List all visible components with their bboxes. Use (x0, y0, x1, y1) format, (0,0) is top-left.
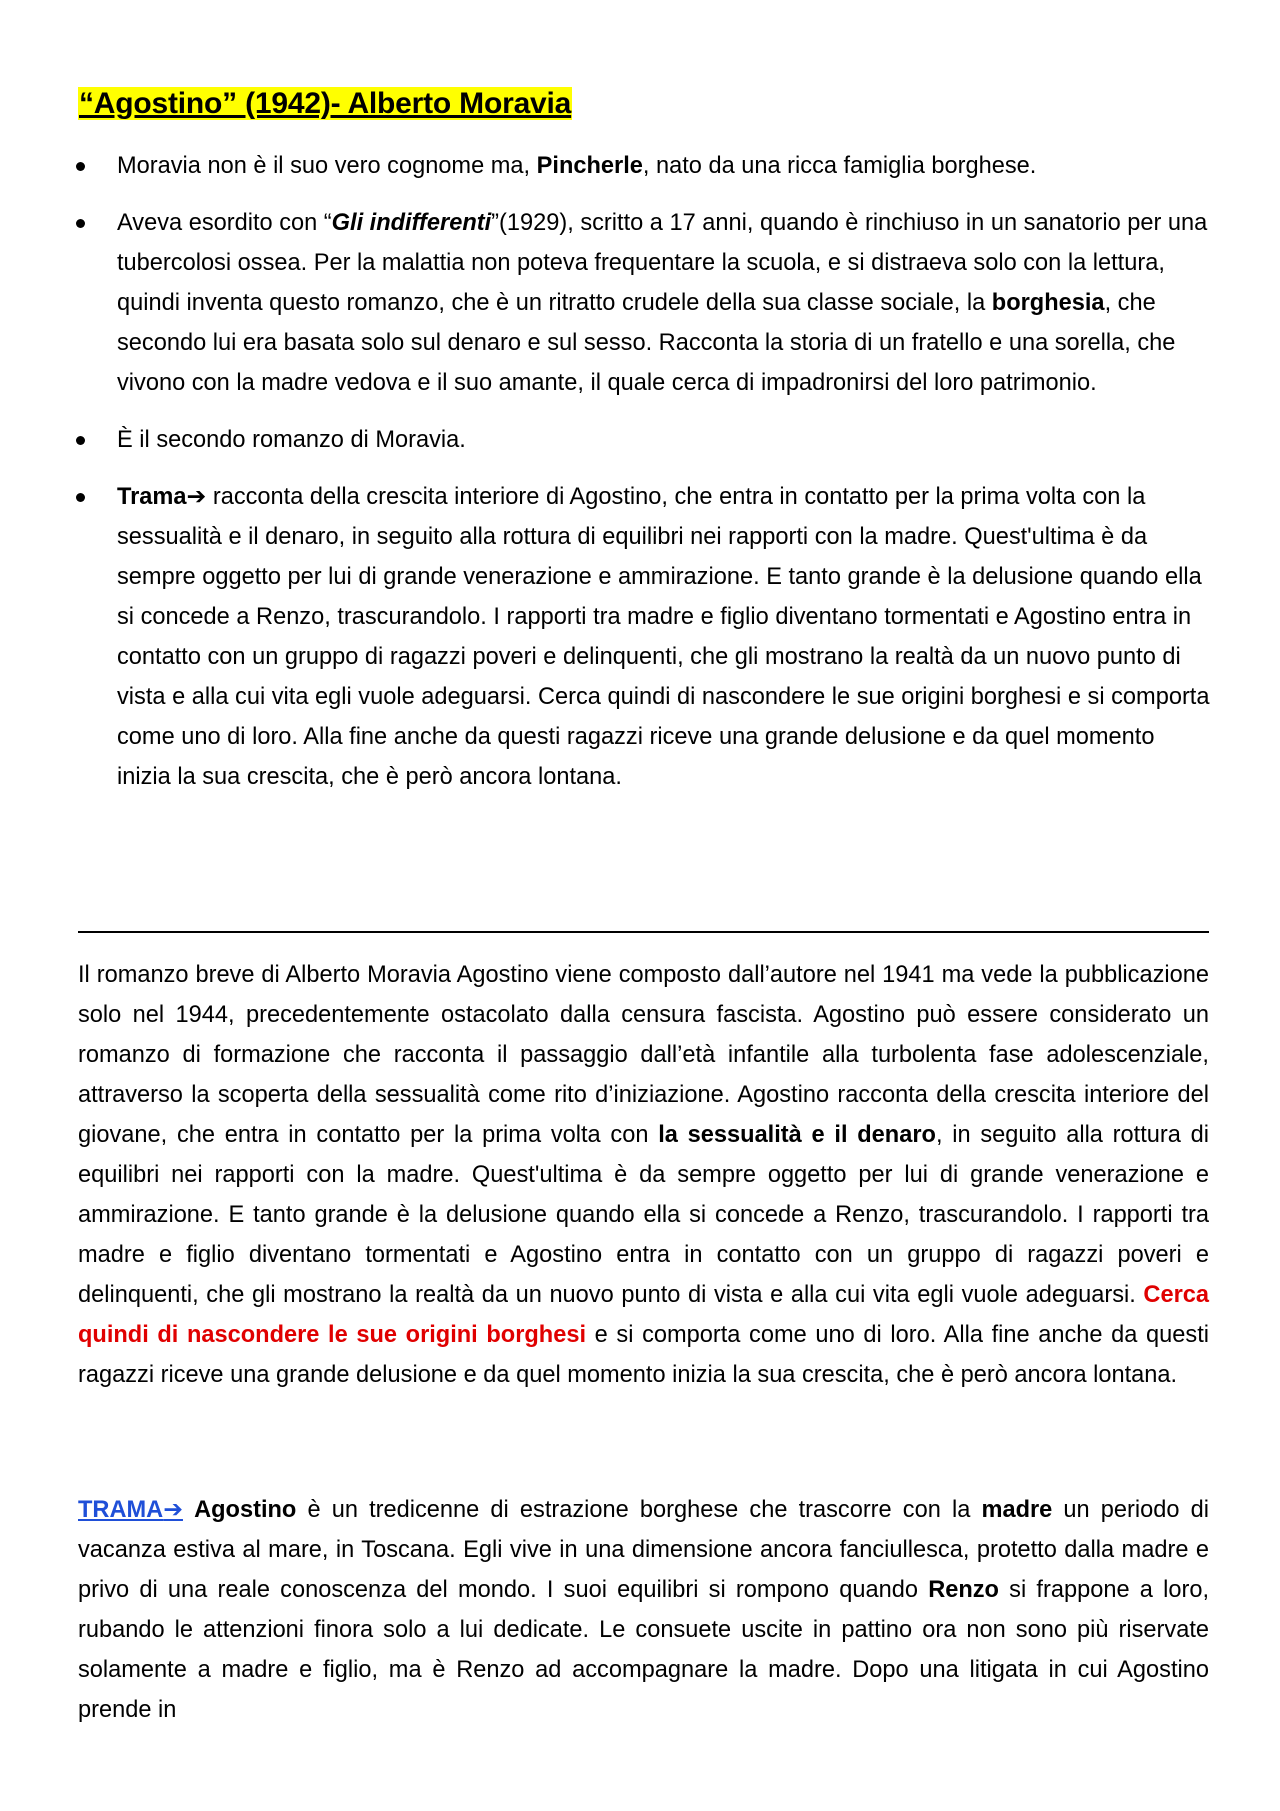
para-bold: madre (981, 1497, 1053, 1523)
bullet-bold: Trama (117, 484, 187, 510)
list-item (0, 420, 1210, 460)
bullet-dot-icon (76, 162, 85, 171)
paragraph-trama (78, 1490, 1209, 1730)
para-text: e si comporta come uno di loro. Alla fine anche da questi ragazzi riceve una grande delusione e da quel momento inizia la sua crescita, che è però ancora lontana. (78, 1322, 1210, 1388)
paragraph-intro (78, 955, 1209, 1395)
para-text (183, 1497, 194, 1523)
bullet-text: ”(1929), scritto a 17 anni, quando è rinchiuso in un sanatorio per una tubercolosi ossea. Per la malattia non poteva frequentare la scuola, e si distraeva solo con la lettura, quindi inventa questo romanzo, che è un ritratto crudele della sua classe sociale, la (117, 210, 1208, 316)
arrow-right-icon: ➔ (163, 1497, 183, 1523)
para-text: si frappone a loro, rubando le attenzioni finora solo a lui dedicate. Le consuete uscite in pattino ora non sono più riservate solamente a madre e figlio, ma è Renzo ad accompagnare la madre. Dopo una litigata in cui Agostino prende in (78, 1577, 1210, 1723)
para-bold: Agostino (194, 1497, 297, 1523)
bullet-list (0, 146, 1210, 814)
arrow-right-icon: ➔ (186, 484, 207, 510)
bullet-text: Aveva esordito con “ (117, 210, 332, 236)
bullet-bold-italic: Gli indifferenti (331, 210, 492, 236)
list-item (0, 203, 1210, 403)
para-text: Il romanzo breve di Alberto Moravia Agostino viene composto dall’autore nel 1941 ma vede la pubblicazione solo nel 1944, precedentemente ostacolato dalla censura fascista. Agostino può essere considerato un romanzo di formazione che racconta il passaggio dall’età infantile alla turbolenta fase adolescenziale, attraverso la scoperta della sessualità come rito d’iniziazione. Agostino racconta della crescita interiore del giovane, che entra in contatto per la prima volta con (78, 962, 1209, 1148)
para-bold: Renzo (928, 1577, 999, 1603)
bullet-bold: borghesia (991, 290, 1105, 316)
bullet-text: , nato da una ricca famiglia borghese. (642, 153, 1037, 179)
para-text: un periodo di vacanza estiva al mare, in Toscana. Egli vive in una dimensione ancora fanciullesca, protetto dalla madre e privo di una reale conoscenza del mondo. I suoi equilibri si rompono quando (78, 1497, 1210, 1603)
list-item (0, 477, 1210, 797)
bullet-text: Moravia non è il suo vero cognome ma, (117, 153, 537, 179)
bullet-text: , che secondo lui era basata solo sul denaro e sul sesso. Racconta la storia di un fratello e una sorella, che vivono con la madre vedova e il suo amante, il quale cerca di impadronirsi del loro patrimonio. (117, 290, 1176, 396)
link-label: TRAMA (78, 1497, 164, 1523)
bullet-dot-icon (76, 436, 85, 445)
title-highlight: “Agostino” (1942)- Alberto Moravia (79, 87, 572, 120)
para-bold: la sessualità e il denaro (658, 1122, 936, 1148)
para-red-highlight: Cerca quindi di nascondere le sue origini borghesi (78, 1282, 1209, 1348)
trama-link[interactable] (78, 1497, 183, 1523)
bullet-text: È il secondo romanzo di Moravia. (117, 427, 466, 453)
document-title (78, 82, 572, 126)
bullet-dot-icon (76, 493, 85, 502)
bullet-bold: Pincherle (536, 153, 643, 179)
horizontal-divider (78, 931, 1209, 933)
para-text: , in seguito alla rottura di equilibri nei rapporti con la madre. Quest'ultima è da sempre oggetto per lui di grande venerazione e ammirazione. E tanto grande è la delusione quando ella si concede a Renzo, trascurandolo. I rapporti tra madre e figlio diventano tormentati e Agostino entra in contatto con un gruppo di ragazzi poveri e delinquenti, che gli mostrano la realtà da un nuovo punto di vista e alla cui vita egli vuole adeguarsi. (78, 1122, 1209, 1308)
list-item (0, 146, 1210, 186)
para-text: è un tredicenne di estrazione borghese che trascorre con la (296, 1497, 982, 1523)
bullet-dot-icon (76, 219, 85, 228)
bullet-text: racconta della crescita interiore di Agostino, che entra in contatto per la prima volta con la sessualità e il denaro, in seguito alla rottura di equilibri nei rapporti con la madre. Quest'ultima è da sempre oggetto per lui di grande venerazione e ammirazione. E tanto grande è la delusione quando ella si concede a Renzo, trascurandolo. I rapporti tra madre e figlio diventano tormentati e Agostino entra in contatto con un gruppo di ragazzi poveri e delinquenti, che gli mostrano la realtà da un nuovo punto di vista e alla cui vita egli vuole adeguarsi. Cerca quindi di nascondere le sue origini borghesi e si comporta come uno di loro. Alla fine anche da questi ragazzi riceve una grande delusione e da quel momento inizia la sua crescita, che è però ancora lontana. (117, 484, 1210, 790)
